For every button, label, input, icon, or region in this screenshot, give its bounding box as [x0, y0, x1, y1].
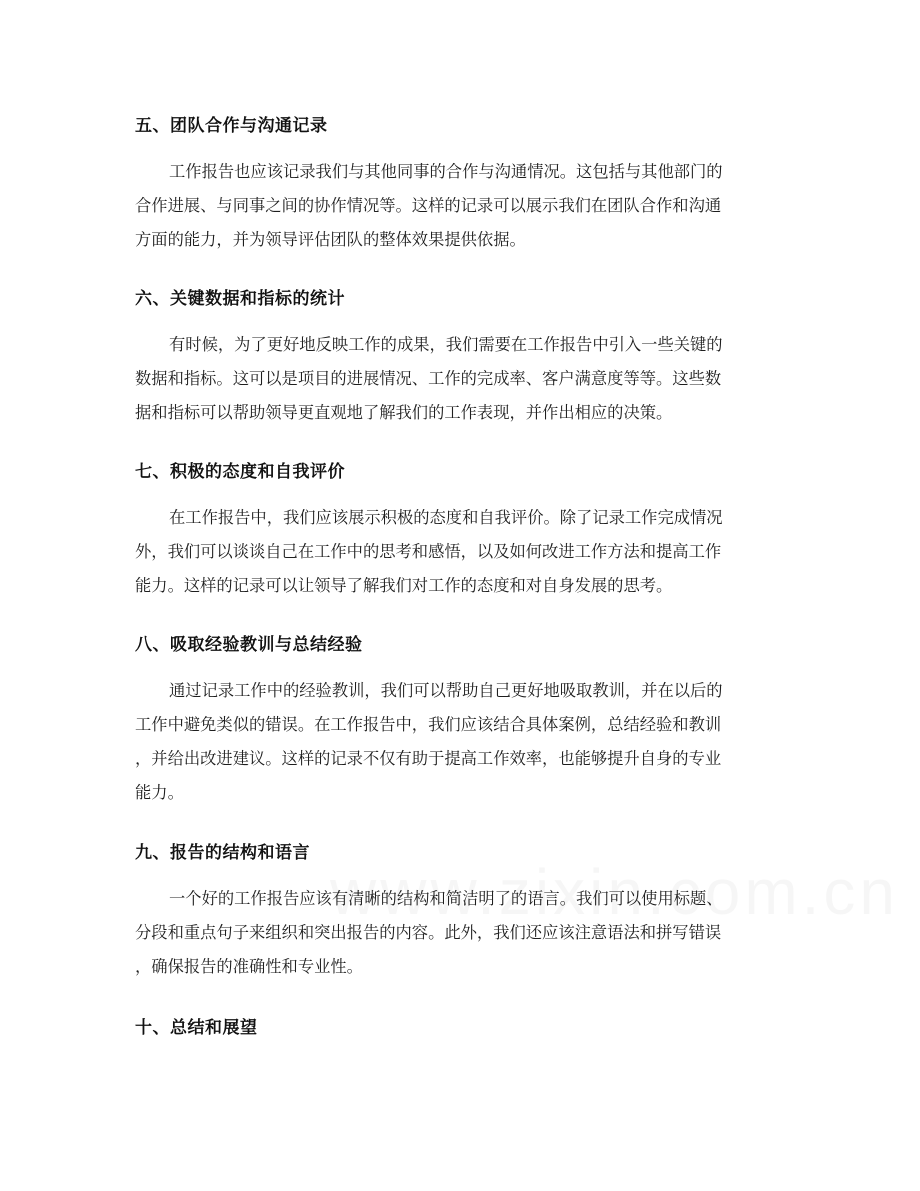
paragraph-line: 外，我们可以谈谈自己在工作中的思考和感悟，以及如何改进工作方法和提高工作: [135, 542, 722, 561]
section-heading-8: 八、吸取经验教训与总结经验: [135, 635, 363, 655]
paragraph-line: 工作报告也应该记录我们与其他同事的合作与沟通情况。这包括与其他部门的: [169, 162, 723, 181]
paragraph-line: 合作进展、与同事之间的协作情况等。这样的记录可以展示我们在团队合作和沟通: [135, 196, 722, 215]
paragraph-line: 一个好的工作报告应该有清晰的结构和简洁明了的语言。我们可以使用标题、: [169, 889, 723, 908]
section-paragraph-5: [135, 155, 785, 257]
paragraph-line: 数据和指标。这可以是项目的进展情况、工作的完成率、客户满意度等等。这些数: [135, 369, 722, 388]
paragraph-line: 据和指标可以帮助领导更直观地了解我们的工作表现，并作出相应的决策。: [135, 403, 673, 422]
section-heading-7: 七、积极的态度和自我评价: [135, 462, 345, 482]
section-heading-10: 十、总结和展望: [135, 1018, 258, 1038]
section-heading-5: 五、团队合作与沟通记录: [135, 116, 328, 136]
section-paragraph-9: [135, 882, 785, 984]
paragraph-line: 能力。: [135, 783, 184, 802]
paragraph-line: 分段和重点句子来组织和突出报告的内容。此外，我们还应该注意语法和拼写错误: [135, 923, 722, 942]
section-heading-9: 九、报告的结构和语言: [135, 843, 310, 863]
section-paragraph-6: [135, 328, 785, 430]
section-paragraph-7: [135, 501, 785, 603]
paragraph-line: 有时候，为了更好地反映工作的成果，我们需要在工作报告中引入一些关键的: [169, 335, 723, 354]
paragraph-line: ，确保报告的准确性和专业性。: [135, 957, 363, 976]
section-paragraph-8: [135, 674, 785, 810]
paragraph-line: 在工作报告中，我们应该展示积极的态度和自我评价。除了记录工作完成情况: [169, 508, 723, 527]
paragraph-line: 能力。这样的记录可以让领导了解我们对工作的态度和对自身发展的思考。: [135, 576, 673, 595]
paragraph-line: 通过记录工作中的经验教训，我们可以帮助自己更好地吸取教训，并在以后的: [169, 681, 723, 700]
paragraph-line: 方面的能力，并为领导评估团队的整体效果提供依据。: [135, 230, 526, 249]
paragraph-line: ，并给出改进建议。这样的记录不仅有助于提高工作效率，也能够提升自身的专业: [135, 749, 722, 768]
section-heading-6: 六、关键数据和指标的统计: [135, 289, 345, 309]
paragraph-line: 工作中避免类似的错误。在工作报告中，我们应该结合具体案例，总结经验和教训: [135, 715, 722, 734]
